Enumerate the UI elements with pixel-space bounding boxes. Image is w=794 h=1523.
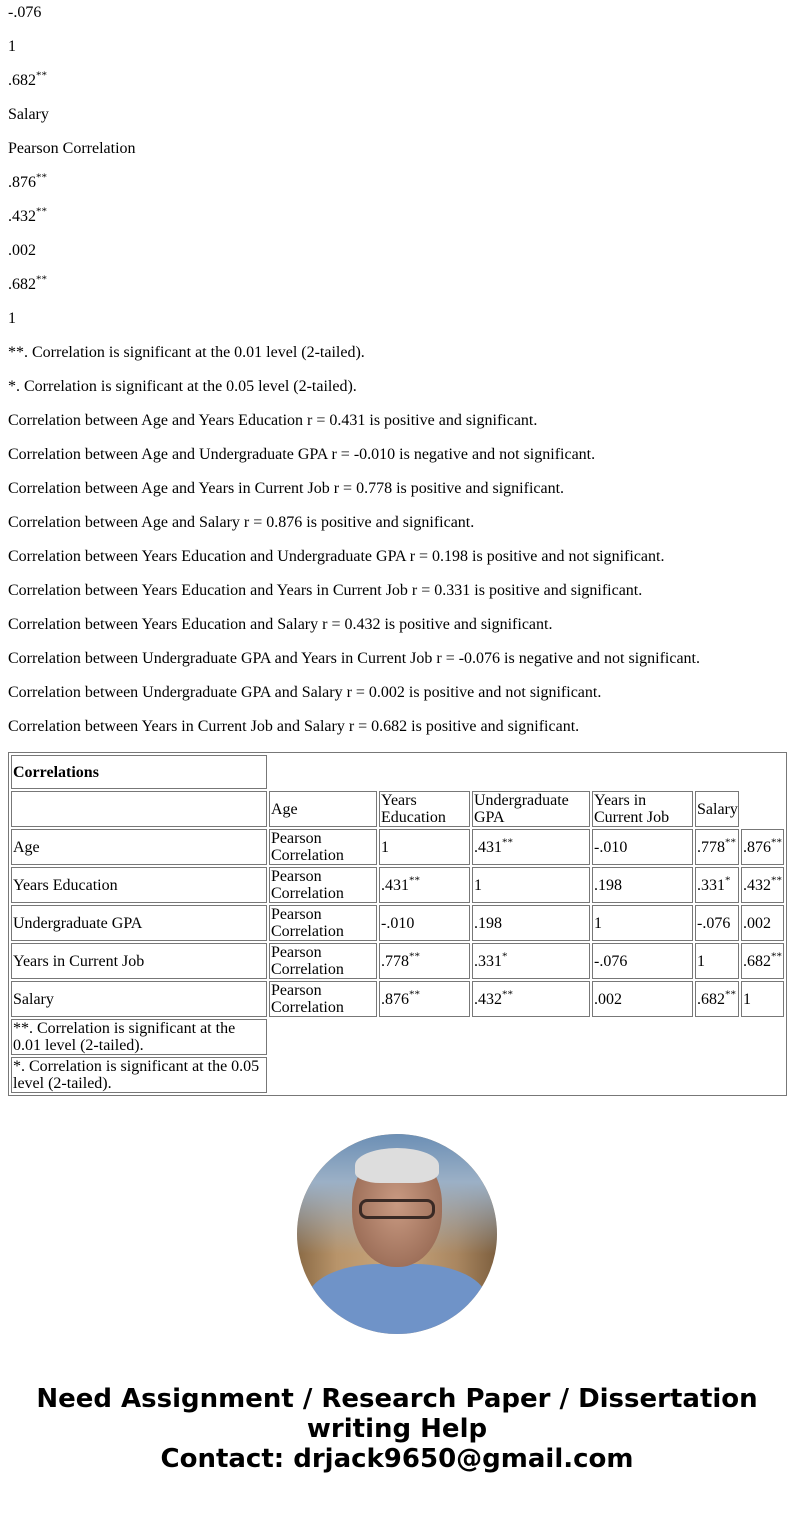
value-text: Correlation between Years Education and Undergraduate GPA r = 0.198 is positive and not significant. [8,548,665,565]
correlation-cell [472,905,590,941]
value-text: 1 [743,990,751,1008]
text-line [8,38,786,56]
value-text: Pearson Correlation [8,140,136,157]
value-text: .432 [474,990,502,1008]
value-text: 1 [697,952,705,970]
value-text: Pearson Correlation [271,944,344,978]
text-line [8,446,786,464]
contact-email: Contact: drjack9650@gmail.com [160,1444,634,1474]
value-text: -.076 [697,914,731,932]
correlation-cell [592,943,693,979]
value-text: Pearson Correlation [271,906,344,940]
value-text: Age [13,838,40,856]
value-text: .682 [743,952,771,970]
value-text: -.010 [594,838,628,856]
value-text: 1 [474,876,482,894]
row-statistic [269,867,377,903]
value-text: .682 [8,276,36,293]
value-text: .432 [743,876,771,894]
correlation-cell [695,829,739,865]
table-header-row [11,791,784,827]
value-text: .002 [8,242,36,259]
text-line [8,171,786,192]
value-text: -.076 [8,4,42,21]
significance-marker: * [725,874,731,887]
text-line [8,514,786,532]
correlation-cell [741,829,784,865]
value-text: 1 [594,914,602,932]
value-text: .432 [8,208,36,225]
value-text: Correlation between Undergraduate GPA and Years in Current Job r = -0.076 is negative and not significant. [8,650,700,667]
correlation-cell [472,943,590,979]
correlation-cell [695,981,739,1017]
text-line [8,378,786,396]
correlation-cell [472,981,590,1017]
correlation-cell [379,981,470,1017]
row-label [11,981,267,1017]
correlation-cell [379,829,470,865]
value-text: .198 [474,914,502,932]
value-text: .876 [8,174,36,191]
row-statistic [269,905,377,941]
significance-marker: ** [36,69,47,82]
value-text: **. Correlation is significant at the 0.01 level (2-tailed). [13,1020,236,1054]
value-text: -.076 [594,952,628,970]
value-text: .002 [743,914,771,932]
text-line [8,205,786,226]
text-line [8,412,786,430]
row-statistic [269,981,377,1017]
value-text: .778 [381,952,409,970]
value-text: -.010 [381,914,415,932]
text-line [8,616,786,634]
correlation-cell [472,867,590,903]
value-text: 1 [8,38,16,55]
header-salary: Salary [695,791,739,827]
text-line [8,650,786,668]
author-photo [297,1134,497,1334]
promo-headline: Need Assignment / Research Paper / Dissertation writing Help [36,1384,758,1444]
correlation-cell [695,867,739,903]
value-text: Correlation between Age and Years in Current Job r = 0.778 is positive and significant. [8,480,565,497]
significance-marker: ** [409,988,420,1001]
table-row [11,943,784,979]
value-text: .876 [381,990,409,1008]
value-text: Years Education [13,876,118,894]
table-row [11,981,784,1017]
table-row [11,829,784,865]
value-text: Pearson Correlation [271,868,344,902]
correlation-cell [741,867,784,903]
value-text: .331 [697,876,725,894]
text-line [8,548,786,566]
row-label [11,905,267,941]
row-label [11,829,267,865]
significance-marker: ** [36,273,47,286]
correlation-cell [379,867,470,903]
row-statistic [269,829,377,865]
promo-footer [8,1384,786,1474]
text-line [8,582,786,600]
correlations-table [8,752,787,1096]
value-text: Correlation between Age and Undergraduate GPA r = -0.010 is negative and not significant. [8,446,596,463]
value-text: Undergraduate GPA [13,914,143,932]
header-empty [11,791,267,827]
text-line [8,106,786,124]
text-line [8,140,786,158]
text-line [8,480,786,498]
value-text: .198 [594,876,622,894]
value-text: .682 [697,990,725,1008]
value-text: *. Correlation is significant at the 0.05 level (2-tailed). [13,1058,260,1092]
value-text: Correlation between Age and Salary r = 0.876 is positive and significant. [8,514,475,531]
value-text: Salary [8,106,49,123]
value-text: Correlation between Years in Current Job and Salary r = 0.682 is positive and significant. [8,718,580,735]
value-text: .002 [594,990,622,1008]
value-text: .876 [743,838,771,856]
significance-marker: ** [409,950,420,963]
table-title-row [11,755,784,789]
table-note-row [11,1019,784,1055]
correlation-cell [741,981,784,1017]
row-statistic [269,943,377,979]
significance-marker: ** [771,950,782,963]
significance-marker: ** [771,874,782,887]
significance-marker: ** [409,874,420,887]
value-text: .431 [381,876,409,894]
correlation-cell [379,905,470,941]
significance-marker: ** [36,171,47,184]
value-text: .431 [474,838,502,856]
correlation-cell [592,867,693,903]
text-line [8,273,786,294]
text-line [8,718,786,736]
value-text: Pearson Correlation [271,830,344,864]
text-lines [8,4,786,736]
table-row [11,867,784,903]
value-text: Years in Current Job [13,952,145,970]
correlation-cell [379,943,470,979]
significance-marker: * [502,950,508,963]
header-age: Age [269,791,377,827]
value-text: Correlation between Age and Years Education r = 0.431 is positive and significant. [8,412,538,429]
table-title: Correlations [11,755,267,789]
value-text: 1 [8,310,16,327]
significance-marker: ** [725,988,736,1001]
table-note [11,1057,267,1093]
value-text: Correlation between Years Education and Salary r = 0.432 is positive and significant. [8,616,553,633]
significance-marker: ** [502,988,513,1001]
header-years-in-current-job: Years in Current Job [592,791,693,827]
value-text: Correlation between Years Education and Years in Current Job r = 0.331 is positive and significant. [8,582,643,599]
table-note [11,1019,267,1055]
value-text: **. Correlation is significant at the 0.01 level (2-tailed). [8,344,365,361]
text-line [8,344,786,362]
row-label [11,867,267,903]
correlation-cell [592,905,693,941]
correlation-cell [695,943,739,979]
table-row [11,905,784,941]
value-text: Correlation between Undergraduate GPA and Salary r = 0.002 is positive and not significant. [8,684,602,701]
correlation-cell [741,943,784,979]
significance-marker: ** [502,836,513,849]
text-line [8,684,786,702]
correlation-cell [592,981,693,1017]
value-text: .778 [697,838,725,856]
header-years-education: Years Education [379,791,470,827]
correlation-cell [472,829,590,865]
value-text: Pearson Correlation [271,982,344,1016]
value-text: 1 [381,838,389,856]
text-line [8,242,786,260]
significance-marker: ** [725,836,736,849]
value-text: .331 [474,952,502,970]
header-undergraduate-gpa: Undergraduate GPA [472,791,590,827]
correlation-cell [592,829,693,865]
significance-marker: ** [36,205,47,218]
table-note-row [11,1057,784,1093]
significance-marker: ** [771,836,782,849]
value-text: .682 [8,72,36,89]
correlation-cell [695,905,739,941]
text-line [8,69,786,90]
text-line [8,310,786,328]
value-text: *. Correlation is significant at the 0.05 level (2-tailed). [8,378,357,395]
text-line [8,4,786,22]
value-text: Salary [13,990,54,1008]
correlation-cell [741,905,784,941]
row-label [11,943,267,979]
